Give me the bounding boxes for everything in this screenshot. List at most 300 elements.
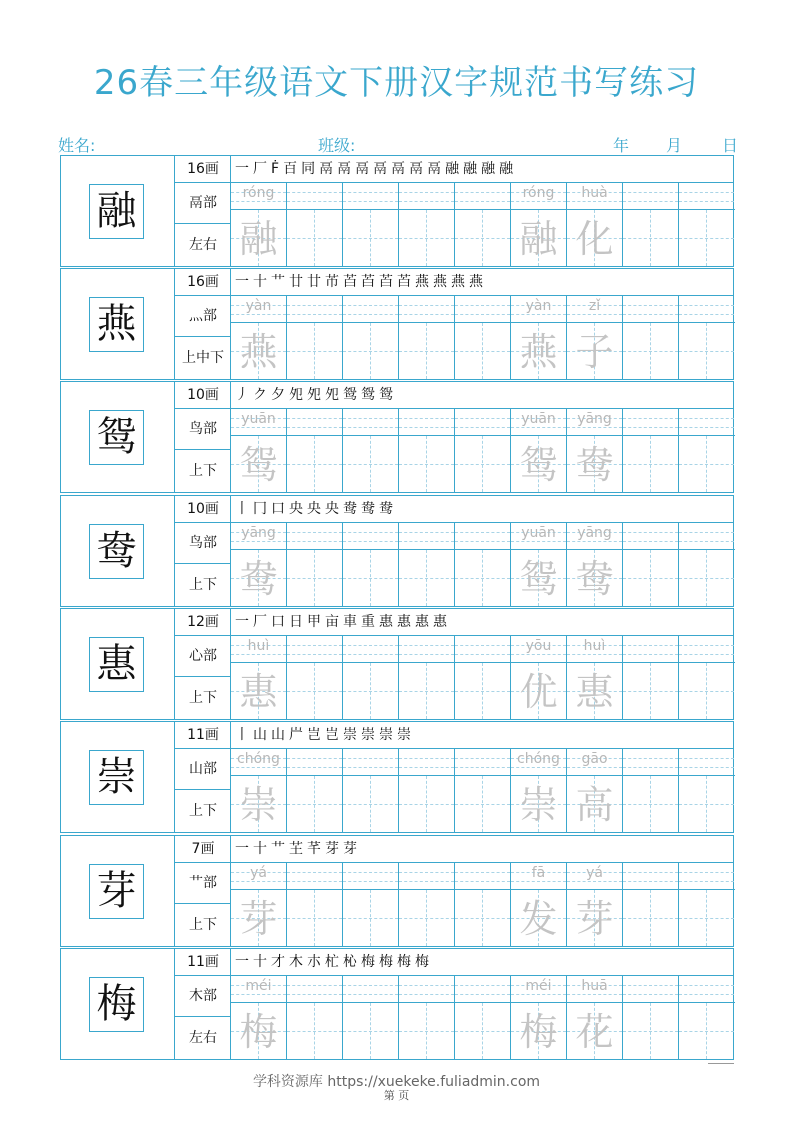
- center-guide-horizontal: [343, 804, 398, 805]
- character-block: [60, 268, 734, 380]
- pinyin-guide-line: [567, 314, 622, 315]
- stroke-order: [235, 382, 397, 408]
- writing-cell[interactable]: [399, 296, 455, 379]
- writing-cell[interactable]: [287, 183, 343, 266]
- stroke-step: 惠: [397, 614, 415, 630]
- stroke-step: 央: [325, 501, 343, 517]
- writing-cell[interactable]: [679, 409, 735, 492]
- character-block: [60, 721, 734, 833]
- stroke-step: 重: [361, 614, 379, 630]
- stroke-step: 冂: [253, 501, 271, 517]
- footer-source: 学科资源库 https://xuekeke.fuliadmin.com: [252, 1074, 541, 1090]
- writing-cell[interactable]: [567, 976, 623, 1059]
- writing-cell[interactable]: [287, 749, 343, 832]
- writing-cell[interactable]: [679, 183, 735, 266]
- writing-cell[interactable]: [455, 636, 511, 719]
- word-character-1: 燕: [519, 330, 558, 374]
- writing-cell[interactable]: [567, 636, 623, 719]
- stroke-count: 16画: [175, 269, 231, 296]
- pinyin-guide-line: [343, 541, 398, 542]
- word-pinyin-2: huà: [581, 185, 608, 201]
- center-guide-horizontal: [343, 1031, 398, 1032]
- center-guide-horizontal: [623, 1031, 678, 1032]
- year-label: 年: [613, 136, 630, 155]
- radical-label: 鸟部: [175, 409, 231, 450]
- pinyin-zone: [623, 183, 679, 210]
- writing-cell[interactable]: [567, 183, 623, 266]
- word-character-1: 鸳: [519, 557, 558, 601]
- structure-label: 左右: [189, 237, 217, 253]
- writing-cell[interactable]: [287, 523, 343, 606]
- stroke-step: 丨: [235, 727, 253, 743]
- writing-cell[interactable]: [679, 976, 735, 1059]
- writing-cell[interactable]: [455, 749, 511, 832]
- center-guide-horizontal: [455, 1031, 510, 1032]
- word-character-1: 优: [519, 670, 558, 714]
- writing-cell[interactable]: [287, 636, 343, 719]
- big-character-cell: [61, 836, 175, 946]
- pinyin-zone: [343, 749, 399, 776]
- stroke-order-row: [231, 269, 733, 296]
- word-pinyin-1: fā: [531, 865, 546, 881]
- stroke-step: 融: [463, 161, 482, 177]
- center-guide-horizontal: [679, 918, 734, 919]
- center-guide-horizontal: [287, 1031, 342, 1032]
- center-guide-horizontal: [679, 804, 734, 805]
- pinyin-guide-line: [567, 427, 622, 428]
- pinyin-guide-line: [399, 881, 454, 882]
- stroke-step: 芊: [307, 841, 325, 857]
- writing-cell[interactable]: [567, 749, 623, 832]
- writing-cell[interactable]: [343, 183, 399, 266]
- pinyin-guide-line: [623, 767, 678, 768]
- stroke-step: 芽: [325, 841, 343, 857]
- pinyin-guide-line: [623, 418, 678, 419]
- writing-cell[interactable]: [623, 636, 679, 719]
- writing-cell[interactable]: [511, 976, 567, 1059]
- writing-cell[interactable]: [567, 296, 623, 379]
- corner-mark: [708, 1063, 734, 1064]
- writing-cell[interactable]: [679, 523, 735, 606]
- writing-cell[interactable]: [231, 296, 287, 379]
- word-character-2: 芽: [575, 897, 614, 941]
- structure-label: 上下: [189, 803, 217, 819]
- writing-cell[interactable]: [343, 296, 399, 379]
- stroke-step: 融: [445, 161, 464, 177]
- writing-cell[interactable]: [623, 749, 679, 832]
- big-character-box: [89, 977, 144, 1032]
- center-guide-horizontal: [287, 238, 342, 239]
- writing-cell[interactable]: [399, 863, 455, 946]
- pinyin-guide-line: [287, 872, 342, 873]
- pinyin-guide-line: [399, 192, 454, 193]
- pinyin-zone: [287, 863, 343, 890]
- writing-cell[interactable]: [231, 523, 287, 606]
- writing-cell[interactable]: [455, 863, 511, 946]
- writing-cell[interactable]: [231, 636, 287, 719]
- word-character-2: 惠: [575, 670, 614, 714]
- pinyin-zone: [455, 523, 511, 550]
- pinyin-guide-line: [231, 201, 286, 202]
- writing-cell[interactable]: [343, 409, 399, 492]
- stroke-count: 12画: [175, 609, 231, 636]
- writing-cell[interactable]: [287, 296, 343, 379]
- writing-cell[interactable]: [679, 296, 735, 379]
- pinyin-guide-line: [455, 532, 510, 533]
- pinyin-guide-line: [623, 645, 678, 646]
- word-character-2: 高: [575, 783, 614, 827]
- stroke-step: 鸯: [343, 501, 361, 517]
- big-character: 鸯: [96, 528, 137, 574]
- writing-cell[interactable]: [623, 409, 679, 492]
- word-character-2: 花: [575, 1010, 614, 1054]
- character-block: [60, 948, 734, 1060]
- writing-cell[interactable]: [679, 863, 735, 946]
- pinyin-guide-line: [399, 418, 454, 419]
- writing-cell[interactable]: [343, 976, 399, 1059]
- big-character: 崇: [96, 754, 137, 800]
- name-label: 姓名:: [58, 136, 96, 155]
- center-guide-horizontal: [287, 578, 342, 579]
- writing-cell[interactable]: [455, 409, 511, 492]
- stroke-step: 岂: [325, 727, 343, 743]
- word-pinyin-1: yàn: [525, 298, 552, 314]
- stroke-order: [235, 836, 361, 862]
- stroke-step: 一: [235, 274, 253, 290]
- pinyin-guide-line: [511, 994, 566, 995]
- pinyin-zone: [287, 183, 343, 210]
- stroke-order: [235, 609, 451, 635]
- pinyin-zone: [455, 636, 511, 663]
- pinyin-guide-line: [399, 985, 454, 986]
- writing-grid: [231, 749, 733, 832]
- big-character-box: [89, 864, 144, 919]
- big-character-box: [89, 637, 144, 692]
- writing-cell[interactable]: [343, 749, 399, 832]
- stroke-step: 艹: [271, 274, 289, 290]
- pinyin-zone: [399, 296, 455, 323]
- pinyin-guide-line: [287, 418, 342, 419]
- writing-cell[interactable]: [399, 523, 455, 606]
- stroke-step: 山: [271, 727, 289, 743]
- stroke-step: 燕: [415, 274, 433, 290]
- pinyin-zone: [679, 749, 735, 776]
- pinyin-zone: [399, 749, 455, 776]
- stroke-step: 山: [253, 727, 271, 743]
- stroke-order: [235, 269, 487, 295]
- trace-character: 融: [239, 217, 278, 261]
- pinyin-zone: [399, 523, 455, 550]
- pinyin-zone: [455, 409, 511, 436]
- pinyin-zone: [455, 296, 511, 323]
- big-character-box: [89, 410, 144, 465]
- writing-cell[interactable]: [287, 976, 343, 1059]
- word-pinyin-1: yōu: [525, 638, 552, 654]
- character-block: [60, 495, 734, 607]
- pinyin-guide-line: [623, 192, 678, 193]
- writing-grid: [231, 636, 733, 719]
- word-character-1: 发: [519, 897, 558, 941]
- structure-label: 上下: [189, 577, 217, 593]
- pinyin-guide-line: [679, 418, 734, 419]
- pinyin-guide-line: [287, 994, 342, 995]
- pinyin-guide-line: [623, 872, 678, 873]
- trace-pinyin: chóng: [237, 751, 280, 767]
- pinyin-guide-line: [567, 881, 622, 882]
- pinyin-guide-line: [511, 314, 566, 315]
- writing-cell[interactable]: [511, 409, 567, 492]
- day-label: 日: [722, 136, 739, 155]
- writing-cell[interactable]: [231, 863, 287, 946]
- center-guide-horizontal: [679, 578, 734, 579]
- stroke-order-row: [231, 949, 733, 976]
- word-pinyin-2: gāo: [581, 751, 608, 767]
- writing-cell[interactable]: [623, 523, 679, 606]
- stroke-step: 十: [253, 841, 271, 857]
- center-guide-horizontal: [287, 351, 342, 352]
- pinyin-guide-line: [231, 314, 286, 315]
- stroke-step: 燕: [451, 274, 469, 290]
- pinyin-guide-line: [679, 201, 734, 202]
- character-block: [60, 835, 734, 947]
- stroke-step: 朩: [307, 954, 325, 970]
- pinyin-zone: [455, 749, 511, 776]
- writing-cell[interactable]: [567, 863, 623, 946]
- pinyin-guide-line: [343, 314, 398, 315]
- pinyin-guide-line: [343, 305, 398, 306]
- writing-cell[interactable]: [399, 976, 455, 1059]
- center-guide-horizontal: [399, 238, 454, 239]
- pinyin-guide-line: [679, 985, 734, 986]
- writing-cell[interactable]: [231, 183, 287, 266]
- stroke-step: 百: [283, 161, 302, 177]
- trace-character: 崇: [239, 783, 278, 827]
- big-character-box: [89, 524, 144, 579]
- stroke-step: Ḟ: [271, 161, 284, 177]
- stroke-step: 梅: [379, 954, 397, 970]
- pinyin-zone: [399, 976, 455, 1003]
- big-character-cell: [61, 496, 175, 606]
- character-block: [60, 608, 734, 720]
- trace-character: 燕: [239, 330, 278, 374]
- pinyin-zone: [455, 863, 511, 890]
- stroke-step: 鸳: [343, 387, 361, 403]
- trace-character: 惠: [239, 670, 278, 714]
- stroke-step: 一: [235, 161, 253, 177]
- pinyin-guide-line: [231, 881, 286, 882]
- pinyin-guide-line: [623, 881, 678, 882]
- pinyin-zone: [343, 409, 399, 436]
- stroke-step: 口: [271, 614, 289, 630]
- big-character: 融: [96, 188, 137, 234]
- stroke-step: 艹: [271, 841, 289, 857]
- writing-cell[interactable]: [679, 749, 735, 832]
- writing-cell[interactable]: [399, 409, 455, 492]
- pinyin-guide-line: [679, 994, 734, 995]
- pinyin-guide-line: [455, 872, 510, 873]
- stroke-step: 央: [307, 501, 325, 517]
- stroke-step: 夕: [271, 387, 289, 403]
- writing-cell[interactable]: [511, 183, 567, 266]
- pinyin-zone: [623, 749, 679, 776]
- pinyin-zone: [679, 523, 735, 550]
- writing-cell[interactable]: [287, 409, 343, 492]
- pinyin-zone: [623, 863, 679, 890]
- stroke-step: 夗: [289, 387, 307, 403]
- pinyin-guide-line: [343, 645, 398, 646]
- writing-cell[interactable]: [511, 863, 567, 946]
- writing-cell[interactable]: [343, 636, 399, 719]
- writing-cell[interactable]: [343, 863, 399, 946]
- pinyin-zone: [287, 636, 343, 663]
- big-character: 芽: [96, 868, 137, 914]
- big-character-cell: [61, 269, 175, 379]
- pinyin-zone: [399, 409, 455, 436]
- word-pinyin-2: yāng: [577, 411, 612, 427]
- stroke-step: 鬲: [337, 161, 356, 177]
- pinyin-guide-line: [567, 201, 622, 202]
- pinyin-guide-line: [399, 532, 454, 533]
- big-character-box: [89, 750, 144, 805]
- writing-cell[interactable]: [679, 636, 735, 719]
- pinyin-guide-line: [511, 541, 566, 542]
- writing-cell[interactable]: [455, 296, 511, 379]
- big-character-box: [89, 297, 144, 352]
- pinyin-guide-line: [399, 305, 454, 306]
- stroke-step: 崇: [379, 727, 397, 743]
- pinyin-guide-line: [399, 872, 454, 873]
- center-guide-horizontal: [287, 918, 342, 919]
- pinyin-zone: [343, 183, 399, 210]
- pinyin-guide-line: [287, 985, 342, 986]
- pinyin-zone: [623, 409, 679, 436]
- stroke-step: 芽: [343, 841, 361, 857]
- stroke-step: 車: [343, 614, 361, 630]
- trace-pinyin: yàn: [245, 298, 272, 314]
- pinyin-guide-line: [287, 201, 342, 202]
- pinyin-guide-line: [455, 427, 510, 428]
- writing-cell[interactable]: [399, 749, 455, 832]
- writing-cell[interactable]: [455, 523, 511, 606]
- center-guide-horizontal: [455, 578, 510, 579]
- word-pinyin-2: huā: [581, 978, 608, 994]
- big-character-cell: [61, 382, 175, 492]
- trace-pinyin: méi: [245, 978, 272, 994]
- writing-cell[interactable]: [511, 523, 567, 606]
- word-pinyin-1: yuān: [521, 525, 556, 541]
- pinyin-guide-line: [511, 767, 566, 768]
- pinyin-guide-line: [343, 532, 398, 533]
- pinyin-guide-line: [287, 305, 342, 306]
- pinyin-guide-line: [567, 654, 622, 655]
- writing-cell[interactable]: [511, 636, 567, 719]
- pinyin-guide-line: [455, 314, 510, 315]
- pinyin-guide-line: [567, 994, 622, 995]
- big-character: 燕: [96, 301, 137, 347]
- stroke-step: 梅: [415, 954, 433, 970]
- pinyin-guide-line: [455, 192, 510, 193]
- pinyin-guide-line: [287, 654, 342, 655]
- writing-cell[interactable]: [567, 523, 623, 606]
- word-pinyin-1: yuān: [521, 411, 556, 427]
- writing-cell[interactable]: [623, 183, 679, 266]
- writing-cell[interactable]: [623, 863, 679, 946]
- pinyin-guide-line: [343, 985, 398, 986]
- writing-cell[interactable]: [511, 749, 567, 832]
- center-guide-horizontal: [399, 464, 454, 465]
- stroke-step: 崇: [361, 727, 379, 743]
- pinyin-guide-line: [343, 418, 398, 419]
- pinyin-zone: [679, 863, 735, 890]
- writing-cell[interactable]: [567, 409, 623, 492]
- stroke-step: 鬲: [391, 161, 410, 177]
- stroke-count: 11画: [175, 722, 231, 749]
- center-guide-horizontal: [399, 351, 454, 352]
- center-guide-horizontal: [455, 464, 510, 465]
- writing-grid: [231, 296, 733, 379]
- stroke-step: 鬲: [373, 161, 392, 177]
- page-number: 第 页: [383, 1089, 410, 1102]
- center-guide-horizontal: [623, 351, 678, 352]
- pinyin-guide-line: [343, 192, 398, 193]
- radical-label: 鬲部: [175, 183, 231, 224]
- pinyin-zone: [623, 296, 679, 323]
- stroke-order-row: [231, 382, 733, 409]
- writing-cell[interactable]: [343, 523, 399, 606]
- pinyin-zone: [623, 976, 679, 1003]
- stroke-step: 鸯: [379, 501, 397, 517]
- center-guide-horizontal: [287, 464, 342, 465]
- pinyin-guide-line: [455, 418, 510, 419]
- writing-cell[interactable]: [231, 409, 287, 492]
- writing-cell[interactable]: [399, 183, 455, 266]
- writing-cell[interactable]: [231, 749, 287, 832]
- stroke-order-row: [231, 496, 733, 523]
- stroke-step: 惠: [433, 614, 451, 630]
- page-title: 26春三年级语文下册汉字规范书写练习: [93, 63, 700, 103]
- writing-cell[interactable]: [231, 976, 287, 1059]
- writing-cell[interactable]: [399, 636, 455, 719]
- stroke-step: 崇: [343, 727, 361, 743]
- writing-cell[interactable]: [455, 976, 511, 1059]
- pinyin-guide-line: [399, 541, 454, 542]
- character-block: [60, 155, 734, 267]
- stroke-step: 丨: [235, 501, 253, 517]
- writing-cell[interactable]: [511, 296, 567, 379]
- pinyin-guide-line: [399, 427, 454, 428]
- center-guide-horizontal: [455, 804, 510, 805]
- pinyin-guide-line: [343, 654, 398, 655]
- stroke-step: 梅: [361, 954, 379, 970]
- pinyin-guide-line: [399, 758, 454, 759]
- writing-cell[interactable]: [623, 296, 679, 379]
- stroke-count: 7画: [175, 836, 231, 863]
- stroke-step: 芏: [289, 841, 307, 857]
- trace-pinyin: yāng: [241, 525, 276, 541]
- writing-cell[interactable]: [623, 976, 679, 1059]
- pinyin-guide-line: [399, 994, 454, 995]
- stroke-order-row: [231, 836, 733, 863]
- word-pinyin-2: huì: [583, 638, 606, 654]
- stroke-step: 燕: [469, 274, 487, 290]
- writing-cell[interactable]: [287, 863, 343, 946]
- center-guide-horizontal: [343, 691, 398, 692]
- pinyin-guide-line: [679, 541, 734, 542]
- pinyin-guide-line: [455, 201, 510, 202]
- big-character-box: [89, 184, 144, 239]
- writing-cell[interactable]: [455, 183, 511, 266]
- center-guide-horizontal: [623, 464, 678, 465]
